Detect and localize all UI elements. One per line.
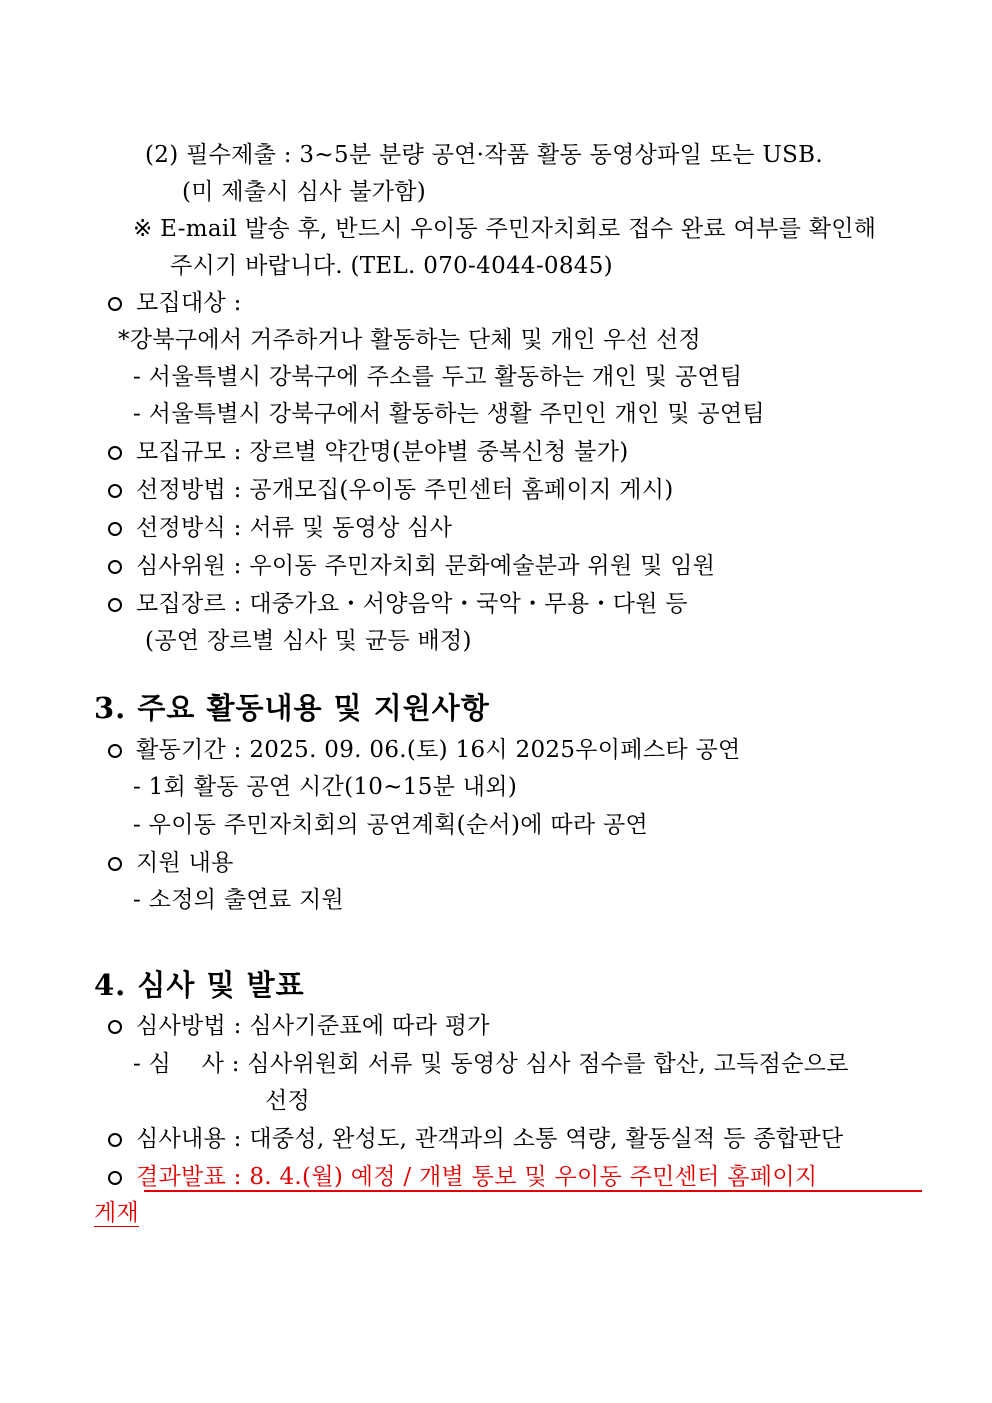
- review-content-row: [108, 1124, 843, 1154]
- result-line-1: 결과발표 : 8. 4.(월) 예정 / 개별 통보 및 우이동 주민센터 홈페이지: [136, 1164, 818, 1190]
- recruit-way-row: [108, 513, 452, 543]
- result-line-2-row: [94, 1198, 139, 1228]
- review-method: 심사방법 : 심사기준표에 따라 평가: [136, 1013, 490, 1039]
- support-row: [108, 848, 234, 878]
- activity-period: 활동기간 : 2025. 09. 06.(토) 16시 2025우이페스타 공연: [136, 737, 741, 763]
- circle-bullet-icon: [108, 560, 122, 574]
- recruit-method: 선정방법 : 공개모집(우이동 주민센터 홈페이지 게시): [136, 477, 674, 503]
- circle-bullet-icon: [108, 446, 122, 460]
- circle-bullet-icon: [108, 598, 122, 612]
- notice-line-1: ※ E-mail 발송 후, 반드시 우이동 주민자치회로 접수 완료 여부를 확인해: [133, 216, 877, 242]
- recruit-priority: *강북구에서 거주하거나 활동하는 단체 및 개인 우선 선정: [118, 327, 701, 353]
- circle-bullet-icon: [108, 484, 122, 498]
- section-4-heading: 4. 심사 및 발표: [94, 968, 305, 1002]
- recruit-judges-row: [108, 551, 715, 581]
- result-row: [108, 1162, 817, 1192]
- recruit-scale-row: [108, 437, 629, 467]
- review-content: 심사내용 : 대중성, 완성도, 관객과의 소통 역량, 활동실적 등 종합판단: [136, 1126, 844, 1152]
- activity-period-1: - 1회 활동 공연 시간(10~15분 내외): [133, 774, 518, 800]
- notice-line-2: 주시기 바랍니다. (TEL. 070-4044-0845): [170, 253, 613, 279]
- recruit-target-label: 모집대상 :: [136, 290, 242, 316]
- recruit-genre-note: (공연 장르별 심사 및 균등 배정): [145, 628, 472, 654]
- submission-item-2: (2) 필수제출 : 3~5분 분량 공연·작품 활동 동영상파일 또는 USB.: [145, 142, 823, 168]
- recruit-target-1: - 서울특별시 강북구에 주소를 두고 활동하는 개인 및 공연팀: [133, 364, 743, 390]
- review-method-1: - 심 사 : 심사위원회 서류 및 동영상 심사 점수를 합산, 고득점순으로: [133, 1051, 849, 1077]
- recruit-judges: 심사위원 : 우이동 주민자치회 문화예술분과 위원 및 임원: [136, 553, 716, 579]
- recruit-target-row: [108, 288, 242, 318]
- result-underline: [144, 1190, 922, 1192]
- recruit-genre-row: [108, 589, 688, 619]
- review-method-1-cont: 선정: [265, 1088, 311, 1114]
- circle-bullet-icon: [108, 1133, 122, 1147]
- circle-bullet-icon: [108, 1171, 122, 1185]
- section-3-heading: 3. 주요 활동내용 및 지원사항: [94, 691, 490, 725]
- recruit-genre: 모집장르 : 대중가요・서양음악・국악・무용・다원 등: [136, 591, 688, 617]
- recruit-target-2: - 서울특별시 강북구에서 활동하는 생활 주민인 개인 및 공연팀: [133, 401, 765, 427]
- circle-bullet-icon: [108, 297, 122, 311]
- circle-bullet-icon: [108, 522, 122, 536]
- recruit-way: 선정방식 : 서류 및 동영상 심사: [136, 515, 453, 541]
- activity-period-row: [108, 735, 741, 765]
- result-line-2: 게재: [94, 1200, 140, 1226]
- submission-item-2-note: (미 제출시 심사 불가함): [182, 179, 427, 205]
- circle-bullet-icon: [108, 1020, 122, 1034]
- review-method-row: [108, 1011, 490, 1041]
- recruit-scale: 모집규모 : 장르별 약간명(분야별 중복신청 불가): [136, 439, 629, 465]
- activity-period-2: - 우이동 주민자치회의 공연계획(순서)에 따라 공연: [133, 812, 649, 838]
- recruit-method-row: [108, 475, 674, 505]
- circle-bullet-icon: [108, 744, 122, 758]
- circle-bullet-icon: [108, 857, 122, 871]
- support-1: - 소정의 출연료 지원: [133, 887, 345, 913]
- support-label: 지원 내용: [136, 850, 234, 876]
